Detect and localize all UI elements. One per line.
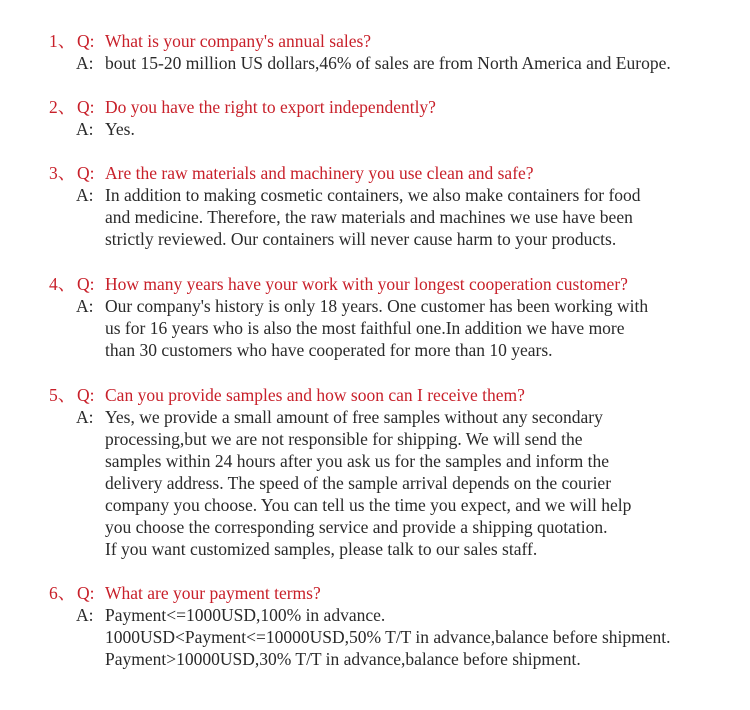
question-number: 3、	[49, 163, 76, 183]
question-number: 2、	[49, 97, 76, 117]
question-number: 5、	[49, 385, 76, 405]
question-text: How many years have your work with your longest cooperation customer?	[105, 274, 628, 294]
answer-line: samples within 24 hours after you ask us for the samples and inform the	[105, 451, 609, 471]
answer-label: A:	[76, 119, 94, 139]
answer-line: Our company's history is only 18 years. One customer has been working with	[105, 296, 649, 316]
question-number: 6、	[49, 583, 76, 603]
answer-line: than 30 customers who have cooperated for more than 10 years.	[105, 340, 553, 360]
answer-line: Payment<=1000USD,100% in advance.	[105, 605, 386, 625]
question-text: Are the raw materials and machinery you use clean and safe?	[105, 163, 534, 183]
question-text: What are your payment terms?	[105, 583, 321, 603]
question-label: Q:	[77, 583, 95, 603]
question-text: Do you have the right to export independently?	[105, 97, 436, 117]
answer-line: If you want customized samples, please talk to our sales staff.	[105, 539, 538, 559]
answer-label: A:	[76, 296, 94, 316]
answer-line: In addition to making cosmetic containers, we also make containers for food	[105, 185, 641, 205]
question-number: 4、	[49, 274, 76, 294]
answer-label: A:	[76, 407, 94, 427]
answer-line: bout 15-20 million US dollars,46% of sales are from North America and Europe.	[105, 53, 671, 73]
answer-line: and medicine. Therefore, the raw materials and machines we use have been	[105, 207, 633, 227]
answer-label: A:	[76, 605, 94, 625]
answer-text	[105, 184, 641, 250]
answer-line: strictly reviewed. Our containers will never cause harm to your products.	[105, 229, 617, 249]
answer-line: Yes.	[105, 119, 135, 139]
question-label: Q:	[77, 97, 95, 117]
answer-line: delivery address. The speed of the sample arrival depends on the courier	[105, 473, 612, 493]
answer-text	[105, 52, 671, 74]
answer-line: 1000USD<Payment<=10000USD,50% T/T in advance,balance before shipment.	[105, 627, 671, 647]
answer-line: company you choose. You can tell us the time you expect, and we will help	[105, 495, 632, 515]
answer-text	[105, 604, 671, 670]
question-label: Q:	[77, 163, 95, 183]
answer-line: Payment>10000USD,30% T/T in advance,balance before shipment.	[105, 649, 581, 669]
question-label: Q:	[77, 274, 95, 294]
answer-text	[105, 406, 631, 560]
question-label: Q:	[77, 31, 95, 51]
answer-line: you choose the corresponding service and provide a shipping quotation.	[105, 517, 608, 537]
answer-label: A:	[76, 185, 94, 205]
answer-text	[105, 295, 648, 361]
question-text: Can you provide samples and how soon can I receive them?	[105, 385, 525, 405]
question-label: Q:	[77, 385, 95, 405]
answer-line: processing,but we are not responsible for shipping. We will send the	[105, 429, 583, 449]
question-text: What is your company's annual sales?	[105, 31, 372, 51]
question-number: 1、	[49, 31, 76, 51]
answer-line: us for 16 years who is also the most faithful one.In addition we have more	[105, 318, 625, 338]
answer-text	[105, 118, 135, 140]
answer-label: A:	[76, 53, 94, 73]
answer-line: Yes, we provide a small amount of free samples without any secondary	[105, 407, 603, 427]
